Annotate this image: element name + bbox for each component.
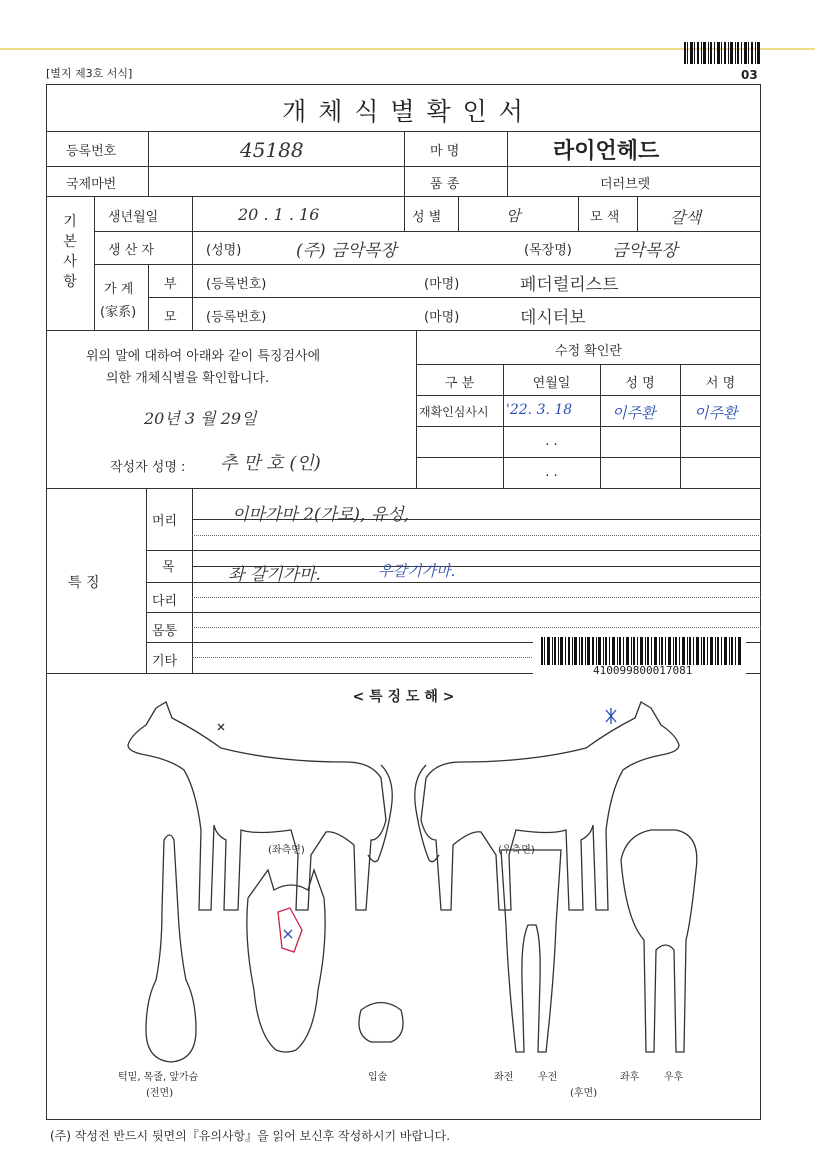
col-category: 구 분 — [444, 376, 475, 391]
dam-name-value: 데시터보 — [520, 308, 586, 328]
confirm-date: 20년 3 월 29일 — [144, 409, 257, 428]
basic-char-3: 사 — [63, 254, 77, 270]
dob-label: 생년월일 — [108, 210, 159, 225]
hind-left-caption: 좌후 — [620, 1072, 640, 1083]
front-label: (전면) — [146, 1088, 174, 1099]
dam-reg-label: (등록번호) — [206, 310, 267, 325]
top-barcode — [684, 42, 760, 64]
basic-char-2: 본 — [63, 234, 77, 250]
row1-sign: 이주환 — [694, 404, 738, 422]
horse-name-value: 라이언헤드 — [553, 139, 660, 164]
farm-label: (목장명) — [524, 243, 572, 258]
page-number: 03 — [741, 68, 758, 82]
barcode-bars — [541, 637, 741, 665]
color-value: 갈색 — [670, 208, 701, 227]
horse-diagram — [46, 690, 761, 1110]
correction-title: 수정 확인란 — [555, 344, 622, 359]
author-value: 추 만 호 (인) — [220, 453, 321, 474]
family-label-hanja: (家系) — [100, 305, 137, 320]
sire-label: 부 — [164, 277, 177, 292]
col-date: 연월일 — [532, 376, 571, 391]
left-side-label: (좌측면) — [268, 845, 305, 856]
confirm-text-1: 위의 말에 대하여 아래와 같이 특징검사에 — [86, 349, 321, 364]
neck-value-1: 좌 갈기가마. — [228, 565, 321, 585]
hind-right-caption: 우후 — [664, 1072, 684, 1083]
producer-label: 생 산 자 — [108, 243, 154, 258]
author-label: 작성자 성명 : — [110, 460, 186, 475]
basic-char-1: 기 — [63, 214, 77, 230]
confirm-text-2: 의한 개체식별을 확인합니다. — [106, 371, 270, 386]
sex-value: 암 — [506, 207, 521, 225]
producer-name-value: (주) 금악목장 — [296, 241, 397, 261]
muzzle-caption: 입술 — [368, 1072, 388, 1083]
col-sign: 서 명 — [705, 376, 736, 391]
horse-front-view — [146, 835, 196, 1062]
basic-char-4: 항 — [63, 274, 77, 290]
horse-name-label: 마 명 — [430, 144, 460, 159]
dob-value: 20 . 1 . 16 — [238, 205, 320, 224]
barcode-sticker — [533, 634, 746, 679]
col-name: 성 명 — [625, 376, 655, 391]
head-label: 머리 — [152, 514, 178, 529]
head-value: 이마가마 2(가로), 유성, — [232, 505, 410, 525]
reg-no-label: 등록번호 — [66, 144, 117, 159]
right-side-label: (우측면) — [498, 845, 535, 856]
footer-note: (주) 작성전 반드시 뒷면의『유의사항』을 읽어 보신후 작성하시기 바랍니다. — [50, 1129, 451, 1143]
row1-date: '22. 3. 18 — [506, 402, 573, 418]
rear-label: (후면) — [570, 1088, 598, 1099]
horse-head-front — [247, 870, 325, 1052]
form-label: [별지 제3호 서식] — [46, 67, 133, 80]
sire-name-label: (마명) — [424, 277, 460, 292]
neck-label: 목 — [162, 560, 175, 575]
producer-name-label: (성명) — [206, 243, 242, 258]
barcode-number: 410099800017081 — [593, 664, 693, 677]
sire-name-value: 페더럴리스트 — [520, 275, 619, 295]
horse-rear-view — [621, 830, 697, 1052]
reg-no-value: 45188 — [240, 138, 304, 162]
row1-category: 재확인심사시 — [419, 405, 489, 419]
basic-section-label — [46, 212, 94, 292]
breed-value: 더러브렛 — [600, 177, 651, 192]
row1-name: 이주환 — [612, 404, 656, 422]
row2-date: . . — [545, 434, 558, 449]
other-label: 기타 — [152, 654, 178, 669]
features-label: 특 징 — [68, 575, 100, 591]
horse-left-side — [128, 702, 392, 910]
neck-value-2: 우갈기가마. — [378, 562, 456, 580]
sire-reg-label: (등록번호) — [206, 277, 267, 292]
intl-no-label: 국제마번 — [66, 177, 117, 192]
dam-label: 모 — [164, 310, 177, 325]
fore-left-caption: 좌전 — [494, 1072, 514, 1083]
body-label: 몸통 — [152, 624, 178, 639]
legs-label: 다리 — [152, 594, 178, 609]
family-label: 가 계 — [104, 282, 134, 297]
fore-right-caption: 우전 — [538, 1072, 558, 1083]
horse-right-side — [415, 702, 679, 910]
color-label: 모 색 — [590, 210, 620, 225]
sex-label: 성 별 — [412, 210, 442, 225]
dam-name-label: (마명) — [424, 310, 460, 325]
row3-date: . . — [545, 465, 558, 480]
front-caption: 턱밑, 목줄, 앞가슴 — [118, 1072, 199, 1083]
breed-label: 품 종 — [430, 177, 460, 192]
horse-muzzle — [359, 1003, 403, 1043]
diagram-title: < 특 징 도 해 > — [352, 689, 455, 705]
farm-value: 금악목장 — [612, 241, 678, 261]
page-title: 개 체 식 별 확 인 서 — [282, 97, 525, 126]
